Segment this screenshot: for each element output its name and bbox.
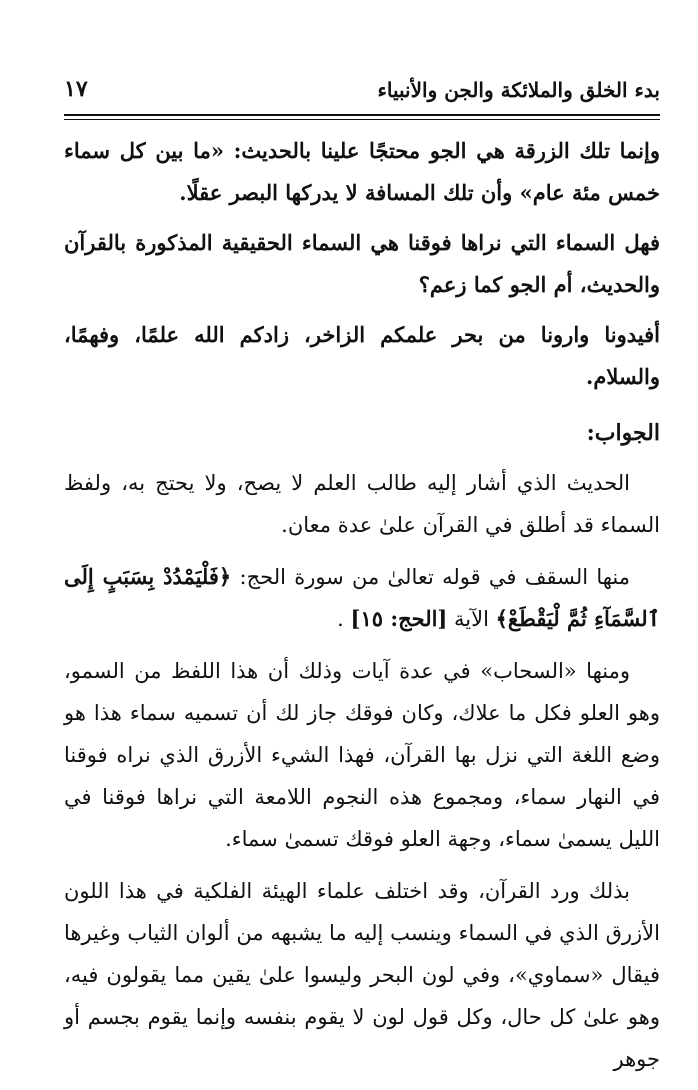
question-paragraph-1: وإنما تلك الزرقة هي الجو محتجًا علينا بالحديث: «ما بين كل سماء خمس مئة عام» وأن تلك المسافة لا يدركها البصر عقلًا. bbox=[64, 138, 660, 205]
question-paragraph-3: أفيدونا وارونا من بحر علمكم الزاخر، زادكم الله علمًا، وفهمًا، والسلام. bbox=[64, 322, 660, 389]
answer-paragraph-4: بذلك ورد القرآن، وقد اختلف علماء الهيئة الفلكية في هذا اللون الأزرق الذي في السماء وينسب إليه ما يشبهه من ألوان الثياب وغيرها فيقال «سماوي»، وفي لون البحر وليسوا علىٰ يقين مما يقولون فيه، وهو علىٰ كل حال، وكل قول لون لا يقوم بنفسه وإنما يقوم بجسم أو جوهر bbox=[64, 879, 660, 1071]
answer-paragraph-1: الحديث الذي أشار إليه طالب العلم لا يصح، ولا يحتج به، ولفظ السماء قد أطلق في القرآن علىٰ عدة معان. bbox=[64, 471, 660, 537]
answer-paragraph-2-end: . bbox=[337, 607, 351, 631]
answer-heading: الجواب: bbox=[586, 420, 660, 446]
page-header bbox=[64, 76, 660, 110]
answer-paragraph-2 bbox=[64, 556, 660, 640]
book-page bbox=[64, 0, 660, 1090]
answer-paragraph-2-tail: الآية bbox=[447, 607, 496, 631]
question-paragraph-2: فهل السماء التي نراها فوقنا هي السماء الحقيقية المذكورة بالقرآن والحديث، أم الجو كما زعم؟ bbox=[64, 230, 660, 297]
verse-citation: [الحج: ١٥] bbox=[350, 606, 448, 631]
answer-paragraph-2-lead: منها السقف في قوله تعالىٰ من سورة الحج: bbox=[231, 565, 630, 589]
header-rule-thin bbox=[64, 119, 660, 120]
quran-verse: ﴿فَلْيَمْدُدْ بِسَبَبٍ إِلَى ٱلسَّمَآءِ ثُمَّ لْيَقْطَعْ﴾ bbox=[64, 564, 660, 631]
page-body bbox=[64, 130, 660, 1080]
header-rule-thick bbox=[64, 114, 660, 116]
answer-paragraph-3: ومنها «السحاب» في عدة آيات وذلك أن هذا اللفظ من السمو، وهو العلو فكل ما علاك، وكان فوقك جاز لك أن تسميه سماء هذا هو وضع اللغة التي نزل بها القرآن، فهذا الشيء الأزرق الذي نراه فوقنا في النهار سماء، ومجموع هذه النجوم اللامعة التي نراها فوقنا في الليل يسمىٰ سماء، وجهة العلو فوقك تسمىٰ سماء. bbox=[64, 659, 660, 851]
page-number: ١٧ bbox=[64, 76, 88, 102]
running-title: بدء الخلق والملائكة والجن والأنبياء bbox=[377, 78, 660, 102]
